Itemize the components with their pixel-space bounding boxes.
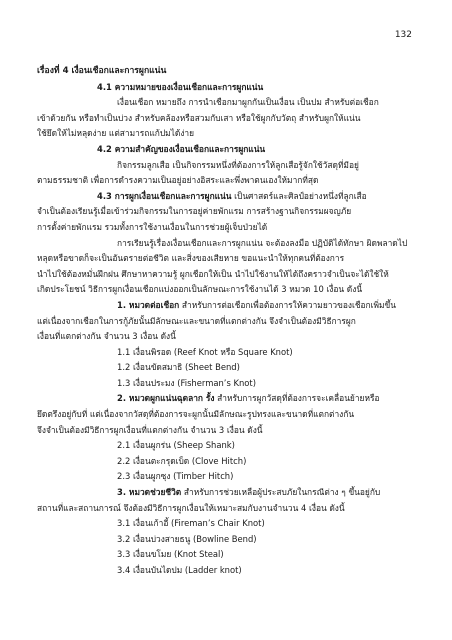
group-3-first-line xyxy=(37,485,415,501)
paragraph-line: หลุดหรือขาดก็จะเป็นอันตรายต่อชีวิต และสิ่งของเสียหาย ขอแนะนำให้ทุกคนที่ต้องการ xyxy=(37,253,345,264)
paragraph-line: ตามธรรมชาติ เพื่อการดำรงความเป็นอยู่อย่างอิสระและพึ่งพาตนเองให้มากที่สุด xyxy=(37,175,319,186)
paragraph-line: ใช้ยึดให้ไม่หลุดง่าย แต่สามารถแก้ปมได้ง่าย xyxy=(37,128,195,139)
knot-list-item: 2.2 เงื่อนตะกรุดเบ็ด (Clove Hitch) xyxy=(117,455,247,466)
paragraph-line: เข้าด้วยกัน หรือทำเป็นบ่วง สำหรับคล้องหรือสวมกับเสา หรือใช้ผูกกับวัตถุ สำหรับผูกให้แน่น xyxy=(37,112,361,123)
knot-list-item: 1.1 เงื่อนพิรอด (Reef Knot หรือ Square Knot) xyxy=(117,346,293,357)
knot-list-item: 2.3 เงื่อนผูกซุง (Timber Hitch) xyxy=(117,471,234,482)
group-1-first-line xyxy=(37,298,415,314)
chapter-heading: เรื่องที่ 4 เงื่อนเชือกและการผูกแน่น xyxy=(37,66,167,76)
group-1-intro: สำหรับการต่อเชือกเพื่อต้องการให้ความยาวของเชือกเพิ่มขึ้น xyxy=(179,299,396,310)
paragraph-line: ยึดตรึงอยู่กับที่ แต่เนื่องจากวัสดุที่ต้องการจะผูกนั้นมีลักษณะรูปทรงและขนาดที่แตกต่างกัน xyxy=(37,409,355,420)
knot-list-item: 1.2 เงื่อนขัดสมาธิ (Sheet Bend) xyxy=(117,362,240,373)
knot-list-item: 1.3 เงื่อนประมง (Fisherman’s Knot) xyxy=(117,377,256,388)
page-number: 132 xyxy=(394,30,412,40)
knot-list-item: 3.4 เงื่อนบันไดปม (Ladder knot) xyxy=(117,565,242,575)
paragraph-line: เงื่อนเชือก หมายถึง การนำเชือกมาผูกกันเป็นเงื่อน เป็นปม สำหรับต่อเชือก xyxy=(117,97,379,108)
group-3-title: 3. หมวดช่วยชีวิต xyxy=(117,487,182,498)
group-2-title: 2. หมวดผูกแน่นฉุดลาก รั้ง xyxy=(117,393,215,404)
knot-list-item: 3.3 เงื่อนขโมย (Knot Steal) xyxy=(117,549,224,560)
group-3-intro: สำหรับการช่วยเหลือผู้ประสบภัยในกรณีต่าง ๆ ขึ้นอยู่กับ xyxy=(181,487,381,498)
paragraph-line: แต่เนื่องจากเชือกในการกู้ภัยนั้นมีลักษณะและขนาดที่แตกต่างกัน จึงจำเป็นต้องมีวิธีการผูก xyxy=(37,315,356,326)
section-4-3-intro: เป็นศาสตร์และศิลป์อย่างหนึ่งที่ลูกเสือ xyxy=(231,190,367,201)
paragraph-line: การเรียนรู้เรื่องเงื่อนเชือกและการผูกแน่น จะต้องลงมือ ปฏิบัติได้ทักษา ผิดพลาดไป xyxy=(117,237,408,248)
paragraph-line: กิจกรรมลูกเสือ เป็นกิจกรรมหนึ่งที่ต้องการให้ลูกเสือรู้จักใช้วัสดุที่มีอยู่ xyxy=(117,159,359,170)
section-4-2-heading: 4.2 ความสำคัญของเงื่อนเชือกและการผูกแน่น xyxy=(97,143,266,154)
section-4-1-heading: 4.1 ความหมายของเงื่อนเชือกและการผูกแน่น xyxy=(97,81,264,92)
paragraph-line: สถานที่และสถานการณ์ จึงต้องมีวิธีการผูกเงื่อนให้เหมาะสมกับงานจำนวน 4 เงื่อน ดังนี้ xyxy=(37,502,345,513)
paragraph-line: เงื่อนที่แตกต่างกัน จำนวน 3 เงื่อน ดังนี้ xyxy=(37,331,176,342)
paragraph-line: จำเป็นต้องเรียนรู้เมื่อเข้าร่วมกิจกรรมในการอยู่ค่ายพักแรม การสร้างฐานกิจกรรมผจญภัย xyxy=(37,206,352,217)
paragraph-line: นำไปใช้ต้องหมั่นฝึกฝน ศึกษาหาความรู้ ผูกเชือกให้เป็น นำไปใช้งานให้ได้ถึงคราวจำเป็นจะได้ใช้ให้ xyxy=(37,268,389,279)
knot-list-item: 3.2 เงื่อนบ่วงสายธนู (Bowline Bend) xyxy=(117,533,257,544)
knot-list-item: 2.1 เงื่อนผูกร่น (Sheep Shank) xyxy=(117,440,235,451)
group-2-intro: สำหรับการผูกวัสดุที่ต้องการจะเคลื่อนย้ายหรือ xyxy=(214,393,380,404)
paragraph-line: เกิดประโยชน์ วิธีการผูกเงื่อนเชือกแบ่งออกเป็นลักษณะการใช้งานได้ 3 หมวด 10 เงื่อน ดังนี้ xyxy=(37,284,363,295)
knot-list-item: 3.1 เงื่อนเก้าอี้ (Fireman’s Chair Knot) xyxy=(117,518,265,529)
section-4-3-heading: 4.3 การผูกเงื่อนเชือกและการผูกแน่น xyxy=(97,190,232,201)
group-1-title: 1. หมวดต่อเชือก xyxy=(117,299,180,310)
paragraph-line: การตั้งค่ายพักแรม รวมทั้งการใช้งานเงื่อนในการช่วยผู้เจ็บป่วยได้ xyxy=(37,221,268,232)
paragraph-line: จึงจำเป็นต้องมีวิธีการผูกเงื่อนที่แตกต่างกัน จำนวน 3 เงื่อน ดังนี้ xyxy=(37,424,263,435)
group-2-first-line xyxy=(37,391,415,407)
page-content xyxy=(37,64,415,579)
section-4-3-first-line xyxy=(37,189,415,205)
